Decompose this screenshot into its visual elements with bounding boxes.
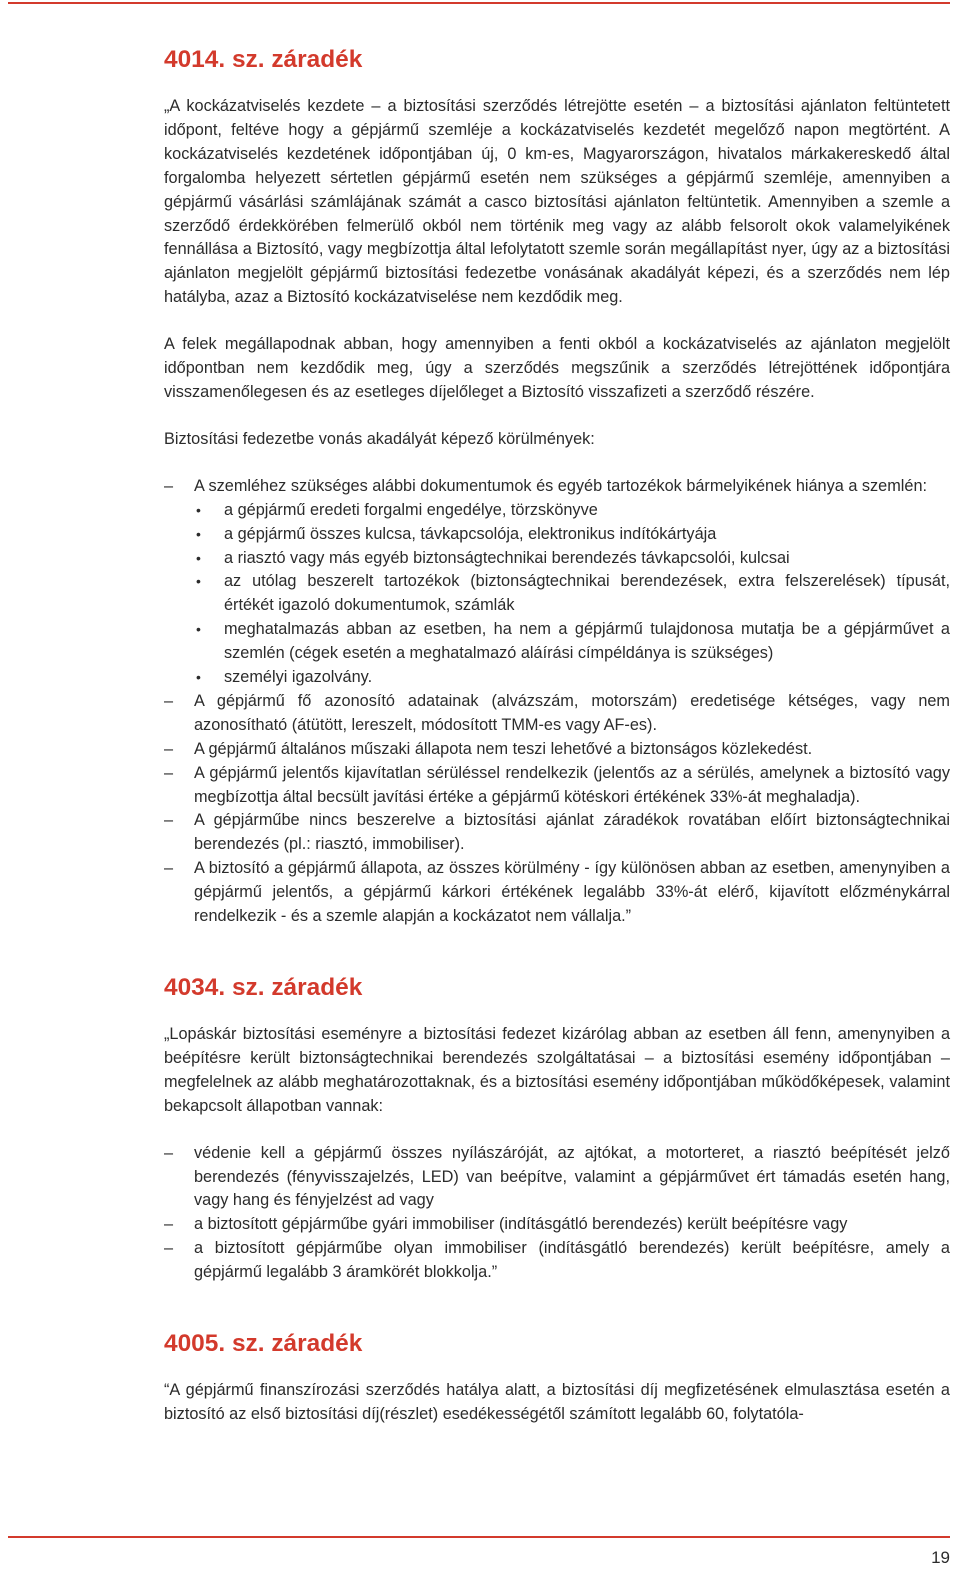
list-item-text: A gépjármű általános műszaki állapota nem teszi lehetővé a biztonságos közlekedést. xyxy=(194,739,813,758)
list-item-text: A gépjármű fő azonosító adatainak (alvázszám, motorszám) eredetisége kétséges, vagy nem azonosítható (átütött, lereszelt, módosított TMM-es vagy AF-es). xyxy=(194,691,950,734)
list-item xyxy=(164,762,950,810)
dash-marker: – xyxy=(164,476,174,495)
list-item xyxy=(164,809,950,857)
list-item-text: védenie kell a gépjármű összes nyílászáróját, az ajtókat, a motorteret, a riasztó beépítését jelző berendezés (fényvisszajelzés, LED) van beépítve, valamint a gépjárművet ért támadás esetén hang, vagy hang és fényjelzést ad vagy xyxy=(194,1143,950,1210)
dash-marker: – xyxy=(164,859,174,878)
bullet-item xyxy=(194,618,950,666)
bullet-text: a gépjármű összes kulcsa, távkapcsolója, elektronikus indítókártyája xyxy=(224,524,717,543)
bullet-marker: • xyxy=(196,549,201,566)
list-item-text: a biztosított gépjárműbe olyan immobiliser (indításgátló berendezés) került beépítésre, amely a gépjármű legalább 3 áramkörét blokkolja.” xyxy=(194,1239,950,1282)
clause-paragraph: „A kockázatviselés kezdete – a biztosítási szerződés létrejötte esetén – a biztosítási ajánlaton feltüntetett időpont, feltéve hogy a gépjármű szemléje a kockázatviselés kezdetét megelőző napon megtörtént. A kockázatviselés kezdetének időpontjában új, 0 km-es, Magyarországon, hivatalos márkakereskedő által forgalomba helyezett sértetlen gépjármű esetén nem szükséges a gépjármű szemléje, amennyiben a gépjármű vásárlási számlájának számát a casco biztosítási ajánlaton feltüntetik. Amennyiben a szemle a szerződő érdekkörében felmerülő okból nem történik meg vagy az alább felsorolt okok valamelyikének fennállása a Biztosító, vagy megbízottja által lefolytatott szemle során megállapítást nyer, úgy az a biztosítási ajánlaton megjelölt gépjármű biztosítási fedezetbe vonásának akadályát képezi, és a szerződés nem lép hatályba, azaz a Biztosító kockázatviselése nem kezdődik meg. xyxy=(164,97,950,307)
top-rule xyxy=(8,2,950,4)
bullet-marker: • xyxy=(196,669,201,686)
list-item-text: A gépjárműbe nincs beszerelve a biztosítási ajánlat záradékok rovatában előírt biztonságtechnikai berendezés (pl.: riasztó, immobiliser). xyxy=(194,811,950,854)
clause-4034 xyxy=(164,976,950,1285)
condition-list xyxy=(164,475,950,929)
dash-marker: – xyxy=(164,1215,174,1234)
list-item xyxy=(164,1213,950,1237)
list-title: Biztosítási fedezetbe vonás akadályát képező körülmények: xyxy=(164,429,595,448)
bullet-text: személyi igazolvány. xyxy=(224,668,373,687)
dash-marker: – xyxy=(164,739,174,758)
bullet-text: az utólag beszerelt tartozékok (biztonságtechnikai berendezések, extra felszerelések) típusát, értékét igazoló dokumentumok, számlák xyxy=(224,572,950,615)
clause-paragraph: A felek megállapodnak abban, hogy amennyiben a fenti okból a kockázatviselés az ajánlaton megjelölt időpontban nem kezdődik meg, úgy a szerződés megszűnik a szerződés létrejöttének időpontjára visszamenőlegesen és az esetleges díjelőleget a Biztosító visszafizeti a szerződő részére. xyxy=(164,335,950,401)
bullet-marker: • xyxy=(196,525,201,542)
list-item xyxy=(164,738,950,762)
dash-marker: – xyxy=(164,811,174,830)
list-item-text: A biztosító a gépjármű állapota, az összes körülmény - így különösen abban az esetben, amenynyiben a gépjármű jelentős, a gépjármű kárkori értékének legalább 33%-át elérő, kijavított előzménykárral rendelkezik - és a szemle alapján a kockázatot nem vállalja.” xyxy=(194,859,950,926)
dash-marker: – xyxy=(164,1239,174,1258)
bullet-item xyxy=(194,547,950,571)
bullet-text: meghatalmazás abban az esetben, ha nem a gépjármű tulajdonosa mutatja be a gépjárművet a szemlén (cégek esetén a meghatalmazó aláírási címpéldánya is szükséges) xyxy=(224,620,950,663)
clause-heading: 4014. sz. záradék xyxy=(164,46,363,73)
dash-marker: – xyxy=(164,1143,174,1162)
list-item-text: A gépjármű jelentős kijavítatlan sérüléssel rendelkezik (jelentős az a sérülés, amelynek a biztosító vagy megbízottja által becsült javítási értéke a gépjármű kötéskori értékének 33%-át meghaladja). xyxy=(194,763,950,806)
bullet-text: a riasztó vagy más egyéb biztonságtechnikai berendezés távkapcsolói, kulcsai xyxy=(224,548,790,567)
list-item xyxy=(164,475,950,690)
list-item xyxy=(164,857,950,929)
bullet-marker: • xyxy=(196,573,201,590)
dash-marker: – xyxy=(164,691,174,710)
bullet-item xyxy=(194,570,950,618)
clause-paragraph: “A gépjármű finanszírozási szerződés hatálya alatt, a biztosítási díj megfizetésének elmulasztása esetén a biztosító az első biztosítási díj(részlet) esedékességétől számított legalább 60, folytatóla- xyxy=(164,1381,950,1423)
clause-heading: 4034. sz. záradék xyxy=(164,974,363,1001)
list-item xyxy=(164,1237,950,1285)
list-item xyxy=(164,1142,950,1214)
list-item-text: A szemléhez szükséges alábbi dokumentumok és egyéb tartozékok bármelyikének hiánya a szemlén: xyxy=(194,476,928,495)
bullet-item xyxy=(194,499,950,523)
bullet-marker: • xyxy=(196,621,201,638)
clause-heading: 4005. sz. záradék xyxy=(164,1330,363,1358)
list-item xyxy=(164,690,950,738)
list-item-text: a biztosított gépjárműbe gyári immobiliser (indításgátló berendezés) került beépítésre vagy xyxy=(194,1215,848,1234)
bullet-marker: • xyxy=(196,501,201,518)
clause-paragraph: „Lopáskár biztosítási eseményre a biztosítási fedezet kizárólag abban az esetben áll fenn, amenynyiben a beépítésre került biztonságtechnikai berendezés szolgáltatásai – a biztosítási esemény időpontjában – megfelelnek az alább meghatározottaknak, és a biztosítási esemény időpontjában működőképesek, valamint bekapcsolt állapotban vannak: xyxy=(164,1025,950,1115)
bottom-rule xyxy=(8,1536,950,1538)
document-list xyxy=(194,499,950,690)
condition-list xyxy=(164,1142,950,1285)
bullet-text: a gépjármű eredeti forgalmi engedélye, törzskönyve xyxy=(224,500,598,519)
bullet-item xyxy=(194,666,950,690)
clause-4005 xyxy=(164,1332,950,1427)
document-body xyxy=(164,48,950,1427)
page-number: 19 xyxy=(931,1548,950,1567)
bullet-item xyxy=(194,523,950,547)
dash-marker: – xyxy=(164,763,174,782)
clause-4014 xyxy=(164,48,950,929)
